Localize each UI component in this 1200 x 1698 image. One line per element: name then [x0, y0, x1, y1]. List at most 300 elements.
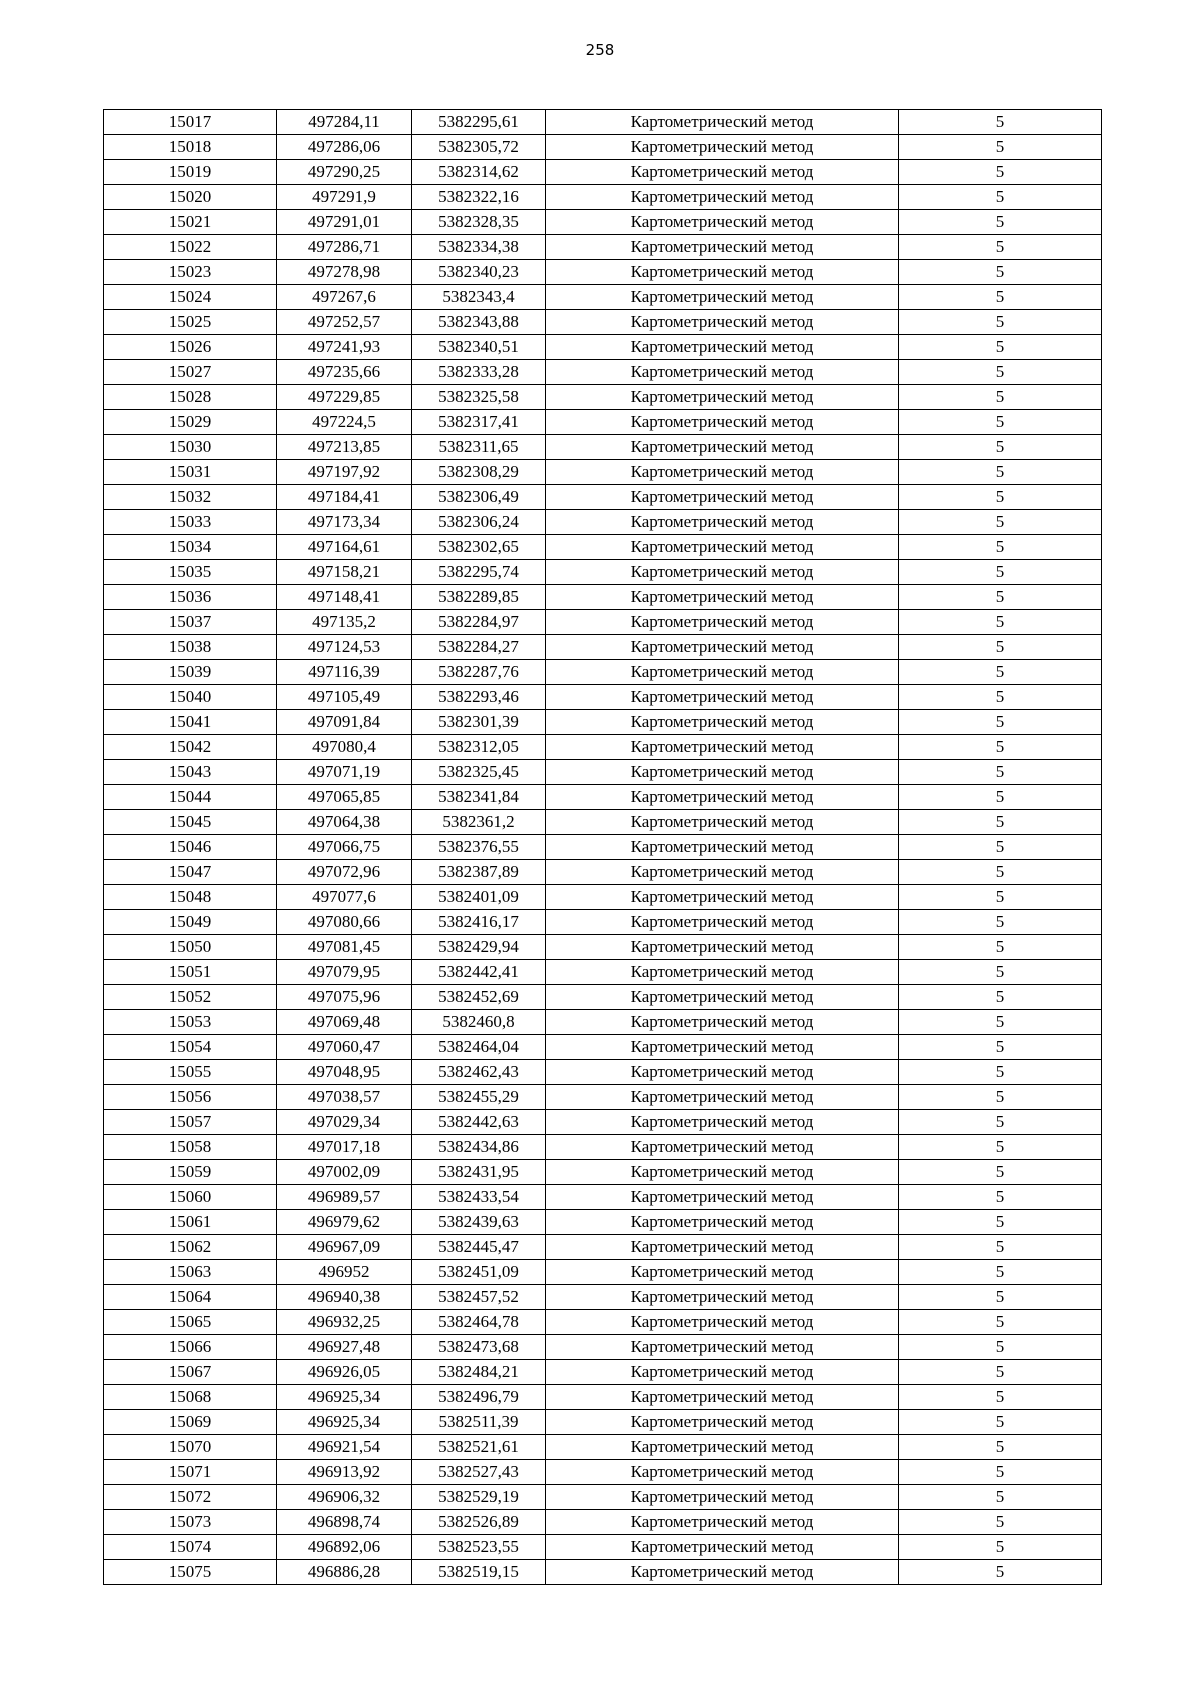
- accuracy-cell: 5: [899, 885, 1102, 910]
- point-number-cell: 15065: [104, 1310, 277, 1335]
- x-coordinate-cell: 497235,66: [277, 360, 412, 385]
- table-row: [104, 435, 1102, 460]
- method-cell: Картометрический метод: [546, 685, 899, 710]
- x-coordinate-cell: 496886,28: [277, 1560, 412, 1585]
- point-number-cell: 15055: [104, 1060, 277, 1085]
- y-coordinate-cell: 5382401,09: [412, 885, 546, 910]
- point-number-cell: 15040: [104, 685, 277, 710]
- point-number-cell: 15017: [104, 110, 277, 135]
- y-coordinate-cell: 5382343,4: [412, 285, 546, 310]
- y-coordinate-cell: 5382287,76: [412, 660, 546, 685]
- y-coordinate-cell: 5382325,45: [412, 760, 546, 785]
- point-number-cell: 15063: [104, 1260, 277, 1285]
- y-coordinate-cell: 5382527,43: [412, 1460, 546, 1485]
- y-coordinate-cell: 5382340,51: [412, 335, 546, 360]
- point-number-cell: 15029: [104, 410, 277, 435]
- x-coordinate-cell: 497066,75: [277, 835, 412, 860]
- y-coordinate-cell: 5382334,38: [412, 235, 546, 260]
- x-coordinate-cell: 497105,49: [277, 685, 412, 710]
- table-row: [104, 1335, 1102, 1360]
- accuracy-cell: 5: [899, 835, 1102, 860]
- x-coordinate-cell: 497158,21: [277, 560, 412, 585]
- point-number-cell: 15075: [104, 1560, 277, 1585]
- point-number-cell: 15057: [104, 1110, 277, 1135]
- point-number-cell: 15056: [104, 1085, 277, 1110]
- accuracy-cell: 5: [899, 135, 1102, 160]
- point-number-cell: 15028: [104, 385, 277, 410]
- point-number-cell: 15042: [104, 735, 277, 760]
- table-row: [104, 460, 1102, 485]
- table-row: [104, 1060, 1102, 1085]
- x-coordinate-cell: 497164,61: [277, 535, 412, 560]
- x-coordinate-cell: 497116,39: [277, 660, 412, 685]
- table-row: [104, 210, 1102, 235]
- method-cell: Картометрический метод: [546, 660, 899, 685]
- accuracy-cell: 5: [899, 1110, 1102, 1135]
- accuracy-cell: 5: [899, 535, 1102, 560]
- method-cell: Картометрический метод: [546, 535, 899, 560]
- table-row: [104, 1210, 1102, 1235]
- y-coordinate-cell: 5382442,63: [412, 1110, 546, 1135]
- x-coordinate-cell: 496952: [277, 1260, 412, 1285]
- y-coordinate-cell: 5382340,23: [412, 260, 546, 285]
- y-coordinate-cell: 5382521,61: [412, 1435, 546, 1460]
- table-row: [104, 1160, 1102, 1185]
- y-coordinate-cell: 5382484,21: [412, 1360, 546, 1385]
- method-cell: Картометрический метод: [546, 1235, 899, 1260]
- accuracy-cell: 5: [899, 1085, 1102, 1110]
- accuracy-cell: 5: [899, 160, 1102, 185]
- point-number-cell: 15059: [104, 1160, 277, 1185]
- x-coordinate-cell: 497069,48: [277, 1010, 412, 1035]
- method-cell: Картометрический метод: [546, 410, 899, 435]
- point-number-cell: 15031: [104, 460, 277, 485]
- method-cell: Картометрический метод: [546, 285, 899, 310]
- y-coordinate-cell: 5382416,17: [412, 910, 546, 935]
- y-coordinate-cell: 5382325,58: [412, 385, 546, 410]
- point-number-cell: 15019: [104, 160, 277, 185]
- point-number-cell: 15032: [104, 485, 277, 510]
- table-row: [104, 935, 1102, 960]
- table-row: [104, 1410, 1102, 1435]
- point-number-cell: 15060: [104, 1185, 277, 1210]
- x-coordinate-cell: 497077,6: [277, 885, 412, 910]
- point-number-cell: 15062: [104, 1235, 277, 1260]
- accuracy-cell: 5: [899, 335, 1102, 360]
- table-row: [104, 285, 1102, 310]
- point-number-cell: 15020: [104, 185, 277, 210]
- table-row: [104, 760, 1102, 785]
- method-cell: Картометрический метод: [546, 135, 899, 160]
- point-number-cell: 15047: [104, 860, 277, 885]
- table-row: [104, 485, 1102, 510]
- accuracy-cell: 5: [899, 960, 1102, 985]
- point-number-cell: 15053: [104, 1010, 277, 1035]
- point-number-cell: 15074: [104, 1535, 277, 1560]
- y-coordinate-cell: 5382341,84: [412, 785, 546, 810]
- x-coordinate-cell: 497029,34: [277, 1110, 412, 1135]
- x-coordinate-cell: 497148,41: [277, 585, 412, 610]
- table-row: [104, 860, 1102, 885]
- y-coordinate-cell: 5382473,68: [412, 1335, 546, 1360]
- accuracy-cell: 5: [899, 310, 1102, 335]
- x-coordinate-cell: 497197,92: [277, 460, 412, 485]
- point-number-cell: 15021: [104, 210, 277, 235]
- y-coordinate-cell: 5382462,43: [412, 1060, 546, 1085]
- table-row: [104, 135, 1102, 160]
- x-coordinate-cell: 497173,34: [277, 510, 412, 535]
- table-row: [104, 785, 1102, 810]
- accuracy-cell: 5: [899, 1160, 1102, 1185]
- table-row: [104, 885, 1102, 910]
- table-row: [104, 1285, 1102, 1310]
- method-cell: Картометрический метод: [546, 1160, 899, 1185]
- accuracy-cell: 5: [899, 1535, 1102, 1560]
- accuracy-cell: 5: [899, 1410, 1102, 1435]
- x-coordinate-cell: 497290,25: [277, 160, 412, 185]
- point-number-cell: 15054: [104, 1035, 277, 1060]
- method-cell: Картометрический метод: [546, 485, 899, 510]
- table-row: [104, 235, 1102, 260]
- y-coordinate-cell: 5382451,09: [412, 1260, 546, 1285]
- table-row: [104, 260, 1102, 285]
- table-row: [104, 835, 1102, 860]
- x-coordinate-cell: 497124,53: [277, 635, 412, 660]
- table-row: [104, 1185, 1102, 1210]
- table-row: [104, 1510, 1102, 1535]
- y-coordinate-cell: 5382511,39: [412, 1410, 546, 1435]
- method-cell: Картометрический метод: [546, 335, 899, 360]
- method-cell: Картометрический метод: [546, 860, 899, 885]
- table-row: [104, 960, 1102, 985]
- table-row: [104, 110, 1102, 135]
- point-number-cell: 15041: [104, 710, 277, 735]
- accuracy-cell: 5: [899, 710, 1102, 735]
- x-coordinate-cell: 496926,05: [277, 1360, 412, 1385]
- y-coordinate-cell: 5382306,49: [412, 485, 546, 510]
- y-coordinate-cell: 5382526,89: [412, 1510, 546, 1535]
- accuracy-cell: 5: [899, 935, 1102, 960]
- table-row: [104, 1435, 1102, 1460]
- accuracy-cell: 5: [899, 810, 1102, 835]
- y-coordinate-cell: 5382302,65: [412, 535, 546, 560]
- y-coordinate-cell: 5382361,2: [412, 810, 546, 835]
- method-cell: Картометрический метод: [546, 1385, 899, 1410]
- method-cell: Картометрический метод: [546, 985, 899, 1010]
- method-cell: Картометрический метод: [546, 1285, 899, 1310]
- y-coordinate-cell: 5382311,65: [412, 435, 546, 460]
- accuracy-cell: 5: [899, 1260, 1102, 1285]
- x-coordinate-cell: 496921,54: [277, 1435, 412, 1460]
- method-cell: Картометрический метод: [546, 760, 899, 785]
- y-coordinate-cell: 5382295,74: [412, 560, 546, 585]
- x-coordinate-cell: 497038,57: [277, 1085, 412, 1110]
- table-row: [104, 1460, 1102, 1485]
- x-coordinate-cell: 496898,74: [277, 1510, 412, 1535]
- table-row: [104, 735, 1102, 760]
- x-coordinate-cell: 497252,57: [277, 310, 412, 335]
- method-cell: Картометрический метод: [546, 510, 899, 535]
- table-row: [104, 1385, 1102, 1410]
- point-number-cell: 15067: [104, 1360, 277, 1385]
- x-coordinate-cell: 497002,09: [277, 1160, 412, 1185]
- method-cell: Картометрический метод: [546, 1485, 899, 1510]
- method-cell: Картометрический метод: [546, 235, 899, 260]
- accuracy-cell: 5: [899, 1460, 1102, 1485]
- table-row: [104, 810, 1102, 835]
- point-number-cell: 15066: [104, 1335, 277, 1360]
- x-coordinate-cell: 497065,85: [277, 785, 412, 810]
- table-row: [104, 1085, 1102, 1110]
- point-number-cell: 15064: [104, 1285, 277, 1310]
- point-number-cell: 15045: [104, 810, 277, 835]
- table-row: [104, 660, 1102, 685]
- method-cell: Картометрический метод: [546, 1185, 899, 1210]
- point-number-cell: 15069: [104, 1410, 277, 1435]
- accuracy-cell: 5: [899, 285, 1102, 310]
- table-row: [104, 585, 1102, 610]
- y-coordinate-cell: 5382312,05: [412, 735, 546, 760]
- y-coordinate-cell: 5382295,61: [412, 110, 546, 135]
- table-row: [104, 510, 1102, 535]
- method-cell: Картометрический метод: [546, 310, 899, 335]
- y-coordinate-cell: 5382464,78: [412, 1310, 546, 1335]
- x-coordinate-cell: 497080,66: [277, 910, 412, 935]
- accuracy-cell: 5: [899, 460, 1102, 485]
- y-coordinate-cell: 5382305,72: [412, 135, 546, 160]
- method-cell: Картометрический метод: [546, 810, 899, 835]
- method-cell: Картометрический метод: [546, 1035, 899, 1060]
- y-coordinate-cell: 5382308,29: [412, 460, 546, 485]
- table-row: [104, 685, 1102, 710]
- point-number-cell: 15034: [104, 535, 277, 560]
- method-cell: Картометрический метод: [546, 785, 899, 810]
- accuracy-cell: 5: [899, 485, 1102, 510]
- x-coordinate-cell: 497048,95: [277, 1060, 412, 1085]
- x-coordinate-cell: 497286,06: [277, 135, 412, 160]
- y-coordinate-cell: 5382442,41: [412, 960, 546, 985]
- y-coordinate-cell: 5382387,89: [412, 860, 546, 885]
- table-row: [104, 635, 1102, 660]
- table-row: [104, 1260, 1102, 1285]
- method-cell: Картометрический метод: [546, 635, 899, 660]
- accuracy-cell: 5: [899, 110, 1102, 135]
- accuracy-cell: 5: [899, 435, 1102, 460]
- accuracy-cell: 5: [899, 635, 1102, 660]
- table-row: [104, 535, 1102, 560]
- method-cell: Картометрический метод: [546, 910, 899, 935]
- accuracy-cell: 5: [899, 1360, 1102, 1385]
- table-row: [104, 185, 1102, 210]
- point-number-cell: 15036: [104, 585, 277, 610]
- accuracy-cell: 5: [899, 660, 1102, 685]
- x-coordinate-cell: 496906,32: [277, 1485, 412, 1510]
- method-cell: Картометрический метод: [546, 960, 899, 985]
- table-row: [104, 1235, 1102, 1260]
- coordinates-table: [103, 109, 1102, 1585]
- accuracy-cell: 5: [899, 1335, 1102, 1360]
- table-row: [104, 985, 1102, 1010]
- y-coordinate-cell: 5382529,19: [412, 1485, 546, 1510]
- table-row: [104, 1310, 1102, 1335]
- method-cell: Картометрический метод: [546, 1510, 899, 1535]
- accuracy-cell: 5: [899, 385, 1102, 410]
- method-cell: Картометрический метод: [546, 885, 899, 910]
- point-number-cell: 15025: [104, 310, 277, 335]
- y-coordinate-cell: 5382293,46: [412, 685, 546, 710]
- y-coordinate-cell: 5382284,97: [412, 610, 546, 635]
- accuracy-cell: 5: [899, 1235, 1102, 1260]
- point-number-cell: 15070: [104, 1435, 277, 1460]
- accuracy-cell: 5: [899, 785, 1102, 810]
- x-coordinate-cell: 497278,98: [277, 260, 412, 285]
- x-coordinate-cell: 496979,62: [277, 1210, 412, 1235]
- y-coordinate-cell: 5382457,52: [412, 1285, 546, 1310]
- x-coordinate-cell: 497284,11: [277, 110, 412, 135]
- accuracy-cell: 5: [899, 1310, 1102, 1335]
- page-number: 258: [585, 41, 615, 59]
- method-cell: Картометрический метод: [546, 110, 899, 135]
- point-number-cell: 15050: [104, 935, 277, 960]
- point-number-cell: 15068: [104, 1385, 277, 1410]
- y-coordinate-cell: 5382322,16: [412, 185, 546, 210]
- accuracy-cell: 5: [899, 1060, 1102, 1085]
- point-number-cell: 15026: [104, 335, 277, 360]
- x-coordinate-cell: 497291,01: [277, 210, 412, 235]
- accuracy-cell: 5: [899, 1135, 1102, 1160]
- method-cell: Картометрический метод: [546, 1210, 899, 1235]
- accuracy-cell: 5: [899, 1285, 1102, 1310]
- y-coordinate-cell: 5382376,55: [412, 835, 546, 860]
- method-cell: Картометрический метод: [546, 1335, 899, 1360]
- point-number-cell: 15037: [104, 610, 277, 635]
- accuracy-cell: 5: [899, 985, 1102, 1010]
- method-cell: Картометрический метод: [546, 1010, 899, 1035]
- method-cell: Картометрический метод: [546, 1060, 899, 1085]
- method-cell: Картометрический метод: [546, 1085, 899, 1110]
- x-coordinate-cell: 496927,48: [277, 1335, 412, 1360]
- method-cell: Картометрический метод: [546, 835, 899, 860]
- point-number-cell: 15033: [104, 510, 277, 535]
- accuracy-cell: 5: [899, 1210, 1102, 1235]
- method-cell: Картометрический метод: [546, 1310, 899, 1335]
- accuracy-cell: 5: [899, 1385, 1102, 1410]
- method-cell: Картометрический метод: [546, 1110, 899, 1135]
- method-cell: Картометрический метод: [546, 735, 899, 760]
- table-row: [104, 910, 1102, 935]
- method-cell: Картометрический метод: [546, 935, 899, 960]
- accuracy-cell: 5: [899, 560, 1102, 585]
- point-number-cell: 15044: [104, 785, 277, 810]
- table-row: [104, 1010, 1102, 1035]
- x-coordinate-cell: 496940,38: [277, 1285, 412, 1310]
- accuracy-cell: 5: [899, 260, 1102, 285]
- y-coordinate-cell: 5382455,29: [412, 1085, 546, 1110]
- table-row: [104, 310, 1102, 335]
- x-coordinate-cell: 496925,34: [277, 1385, 412, 1410]
- x-coordinate-cell: 497224,5: [277, 410, 412, 435]
- method-cell: Картометрический метод: [546, 610, 899, 635]
- x-coordinate-cell: 497229,85: [277, 385, 412, 410]
- x-coordinate-cell: 497241,93: [277, 335, 412, 360]
- x-coordinate-cell: 497291,9: [277, 185, 412, 210]
- method-cell: Картометрический метод: [546, 385, 899, 410]
- coordinates-table-body: [104, 110, 1102, 1585]
- y-coordinate-cell: 5382317,41: [412, 410, 546, 435]
- accuracy-cell: 5: [899, 685, 1102, 710]
- table-row: [104, 710, 1102, 735]
- point-number-cell: 15061: [104, 1210, 277, 1235]
- y-coordinate-cell: 5382301,39: [412, 710, 546, 735]
- table-row: [104, 610, 1102, 635]
- accuracy-cell: 5: [899, 1435, 1102, 1460]
- x-coordinate-cell: 497081,45: [277, 935, 412, 960]
- table-row: [104, 560, 1102, 585]
- x-coordinate-cell: 496967,09: [277, 1235, 412, 1260]
- x-coordinate-cell: 497064,38: [277, 810, 412, 835]
- x-coordinate-cell: 496892,06: [277, 1535, 412, 1560]
- y-coordinate-cell: 5382496,79: [412, 1385, 546, 1410]
- method-cell: Картометрический метод: [546, 460, 899, 485]
- table-row: [104, 1035, 1102, 1060]
- y-coordinate-cell: 5382333,28: [412, 360, 546, 385]
- accuracy-cell: 5: [899, 360, 1102, 385]
- point-number-cell: 15018: [104, 135, 277, 160]
- x-coordinate-cell: 497071,19: [277, 760, 412, 785]
- point-number-cell: 15052: [104, 985, 277, 1010]
- table-row: [104, 1360, 1102, 1385]
- point-number-cell: 15072: [104, 1485, 277, 1510]
- accuracy-cell: 5: [899, 235, 1102, 260]
- table-row: [104, 1110, 1102, 1135]
- table-row: [104, 385, 1102, 410]
- table-row: [104, 1135, 1102, 1160]
- table-row: [104, 1560, 1102, 1585]
- point-number-cell: 15049: [104, 910, 277, 935]
- y-coordinate-cell: 5382460,8: [412, 1010, 546, 1035]
- point-number-cell: 15046: [104, 835, 277, 860]
- point-number-cell: 15035: [104, 560, 277, 585]
- method-cell: Картометрический метод: [546, 185, 899, 210]
- accuracy-cell: 5: [899, 1560, 1102, 1585]
- x-coordinate-cell: 497072,96: [277, 860, 412, 885]
- y-coordinate-cell: 5382306,24: [412, 510, 546, 535]
- x-coordinate-cell: 497080,4: [277, 735, 412, 760]
- y-coordinate-cell: 5382314,62: [412, 160, 546, 185]
- accuracy-cell: 5: [899, 510, 1102, 535]
- method-cell: Картометрический метод: [546, 1535, 899, 1560]
- accuracy-cell: 5: [899, 210, 1102, 235]
- table-row: [104, 335, 1102, 360]
- y-coordinate-cell: 5382434,86: [412, 1135, 546, 1160]
- method-cell: Картометрический метод: [546, 1260, 899, 1285]
- accuracy-cell: 5: [899, 1485, 1102, 1510]
- x-coordinate-cell: 497075,96: [277, 985, 412, 1010]
- y-coordinate-cell: 5382328,35: [412, 210, 546, 235]
- method-cell: Картометрический метод: [546, 435, 899, 460]
- point-number-cell: 15022: [104, 235, 277, 260]
- method-cell: Картометрический метод: [546, 1460, 899, 1485]
- method-cell: Картометрический метод: [546, 1135, 899, 1160]
- point-number-cell: 15024: [104, 285, 277, 310]
- point-number-cell: 15071: [104, 1460, 277, 1485]
- x-coordinate-cell: 496932,25: [277, 1310, 412, 1335]
- method-cell: Картометрический метод: [546, 1560, 899, 1585]
- x-coordinate-cell: 497017,18: [277, 1135, 412, 1160]
- x-coordinate-cell: 497267,6: [277, 285, 412, 310]
- x-coordinate-cell: 497060,47: [277, 1035, 412, 1060]
- accuracy-cell: 5: [899, 735, 1102, 760]
